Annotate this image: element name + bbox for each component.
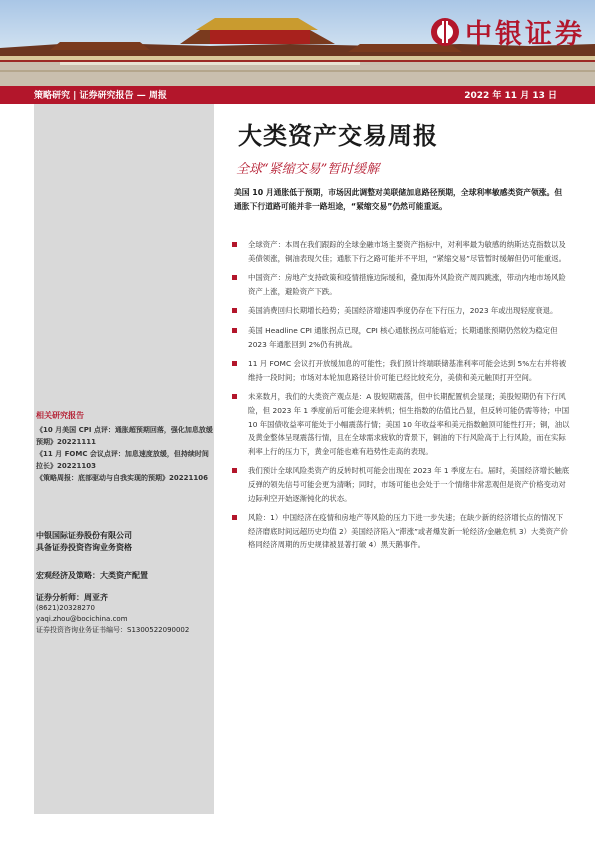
org-info [36, 530, 132, 554]
analyst-license: 证券投资咨询业务证书编号：S1300522090002 [36, 626, 190, 634]
report-type-bar [0, 86, 595, 104]
bullet-square-icon [232, 468, 237, 473]
key-point [232, 238, 570, 265]
bullet-square-icon [232, 242, 237, 247]
analyst-info [36, 592, 189, 636]
key-point-text: 未来数月，我们的大类资产观点是：A 股短期震荡，但中长期配置机会显现；美股短期仍有下行风险，但 2023 年 1 季度前后可能会迎来转机；恒生指数的估值比凸显，但反转可能仍需等待；中国 10 年国债收益率可能处于小幅震荡行情；美国 10 年收益率和美元指数触顶可能性打开；铜，油以及黄金整体呈现震荡行情，且在全球需求疲软的背景下，铜油的下行风险高于上行风险，而在实际利率上行的压力下，黄金可能也难有趋势性走高的表现。 [248, 392, 570, 456]
key-point-text: 美国消费回归长期增长趋势；美国经济增速四季度仍存在下行压力，2023 年或出现轻度衰退。 [248, 306, 558, 316]
key-point-text: 中国资产：房地产支持政策和疫情措施边际缓和，叠加海外风险资产周四跳涨，带动内地市场风险资产上涨，避险资产下跌。 [248, 273, 566, 296]
key-point [232, 357, 570, 384]
report-category: 策略研究 | 证券研究报告 — 周报 [34, 91, 167, 101]
key-point-text: 美国 Headline CPI 通胀拐点已现，CPI 核心通胀拐点可能临近；长期通胀预期仍然较为稳定但 2023 年通胀回到 2%仍有挑战。 [248, 325, 558, 349]
bullet-square-icon [232, 361, 237, 366]
related-report-2[interactable]: 《11 月 FOMC 会议点评：加息速度放缓，但持续时间拉长》20221103 [36, 450, 209, 470]
analyst-email[interactable]: yaqi.zhou@bocichina.com [36, 615, 128, 623]
key-point [232, 304, 570, 318]
org-name: 中银国际证券股份有限公司 [36, 531, 132, 540]
key-point-text: 11 月 FOMC 会议打开放缓加息的可能性；我们预计终端联储基准利率可能会达到 5%左右并将被维持一段时间；市场对本轮加息路径计价可能已经比较充分，美债和美元触顶打开空间。 [248, 359, 567, 382]
report-subtitle: 全球“紧缩交易”暂时缓解 [236, 162, 380, 177]
bullet-square-icon [232, 308, 237, 313]
related-report-3[interactable]: 《策略周报：底部驱动与自我实现的预期》20221106 [36, 474, 208, 482]
bullet-square-icon [232, 394, 237, 399]
related-report-1[interactable]: 《10 月美国 CPI 点评：通胀超预期回落，强化加息放缓预期》20221111 [36, 426, 213, 446]
org-qualification: 具备证券投资咨询业务资格 [36, 543, 132, 552]
key-point [232, 390, 570, 458]
key-point-text: 风险：1）中国经济在疫情和房地产等风险的压力下进一步失速；在缺少新的经济增长点的情况下经济磨底时间远超历史均值 2）美国经济陷入“滞涨”或者爆发新一轮经济/金融危机 3）大类资产价格同经济周期的历史规律被显著打破 4）黑天鹅事件。 [248, 513, 568, 550]
key-point-text: 我们预计全球风险类资产的反转时机可能会出现在 2023 年 1 季度左右。届时，美国经济增长触底反弹的领先信号可能会更为清晰；同时，市场可能也会处于一个情绪非常悲观但是资产价格变动对边际利空开始逐渐钝化的状态。 [248, 466, 570, 503]
analyst-phone: (8621)20328270 [36, 604, 95, 612]
key-point [232, 464, 570, 505]
header-banner-photo [0, 0, 595, 86]
key-point [232, 324, 570, 351]
brand-logo[interactable] [431, 12, 585, 51]
key-point [232, 511, 570, 552]
bullet-square-icon [232, 515, 237, 520]
research-segment: 宏观经济及策略：大类资产配置 [36, 571, 148, 580]
left-sidebar [34, 104, 214, 814]
lead-paragraph: 美国 10 月通胀低于预期，市场因此调整对美联储加息路径预期，全球利率敏感类资产领涨。但通胀下行道路可能并非一路坦途，“紧缩交易”仍然可能重返。 [234, 188, 563, 211]
bullet-square-icon [232, 275, 237, 280]
report-date: 2022 年 11 月 13 日 [464, 91, 557, 101]
key-point [232, 271, 570, 298]
key-point-text: 全球资产：本周在我们跟踪的全球金融市场主要资产指标中，对利率最为敏感的纳斯达克指数以及美债领涨，铜油表现欠佳；通胀下行之路可能并不平坦，“紧缩交易”尽管暂时缓解但仍可能重返。 [248, 240, 567, 263]
boc-logo-icon [431, 18, 459, 46]
analyst-name: 证券分析师：周亚齐 [36, 593, 108, 602]
bullet-square-icon [232, 328, 237, 333]
brand-name: 中银证券 [465, 19, 585, 50]
key-points-list [232, 238, 570, 558]
related-research-title: 相关研究报告 [36, 411, 84, 420]
report-title: 大类资产交易周报 [238, 121, 438, 150]
related-research [34, 410, 214, 484]
